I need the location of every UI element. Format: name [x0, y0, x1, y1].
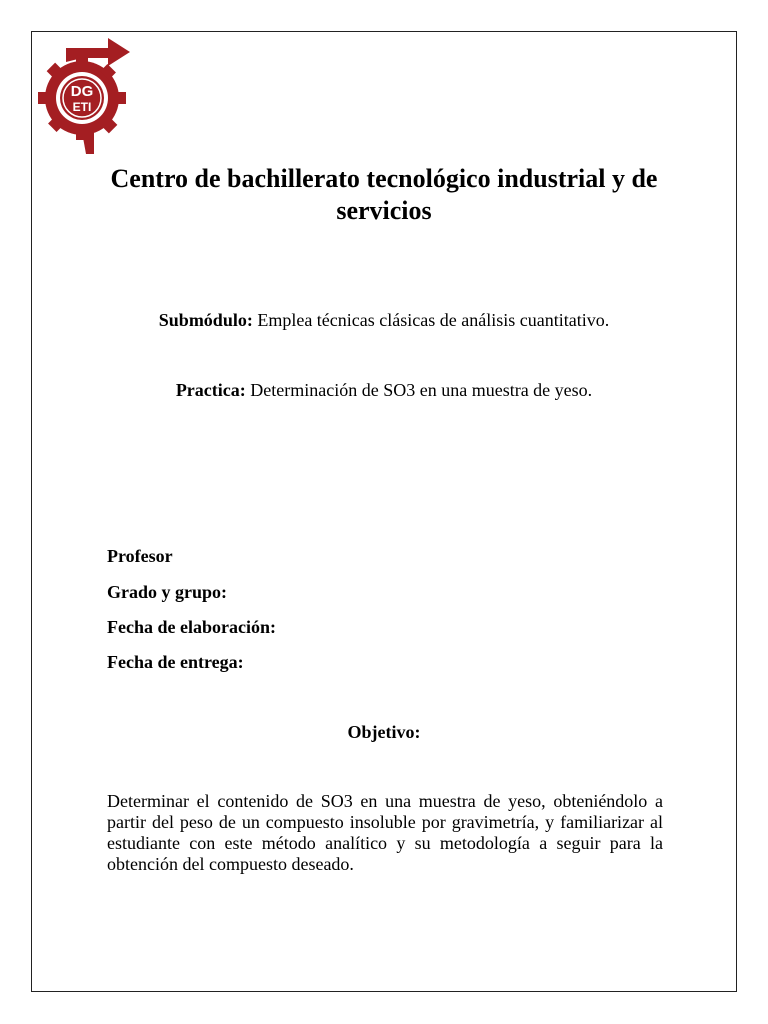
logo-text-bottom: ETI [72, 100, 92, 114]
grado-grupo-field: Grado y grupo: [107, 582, 228, 602]
practica-value: Determinación de SO3 en una muestra de yeso. [245, 380, 593, 400]
practica-line [60, 379, 708, 401]
submodulo-label: Submódulo: [158, 310, 253, 330]
dgeti-logo [36, 36, 130, 154]
submodulo-value: Emplea técnicas clásicas de análisis cuantitativo. [252, 310, 610, 330]
objetivo-text: Determinar el contenido de SO3 en una muestra de yeso, obteniéndolo a partir del peso de un compuesto insoluble por gravimetría, y familiarizar al estudiante con este método analítico y su metodología a seguir para la obtención del compuesto deseado. [107, 791, 663, 874]
profesor-field: Profesor [107, 546, 173, 566]
submodulo-line [60, 309, 708, 331]
fecha-entrega-field: Fecha de entrega: [107, 652, 244, 672]
logo-text-top: DG [70, 83, 94, 100]
document-title: Centro de bachillerato tecnológico industrial y de servicios [110, 164, 658, 225]
practica-label: Practica: [175, 380, 246, 400]
fecha-elaboracion-field: Fecha de elaboración: [107, 617, 276, 637]
objetivo-heading: Objetivo: [347, 722, 421, 742]
